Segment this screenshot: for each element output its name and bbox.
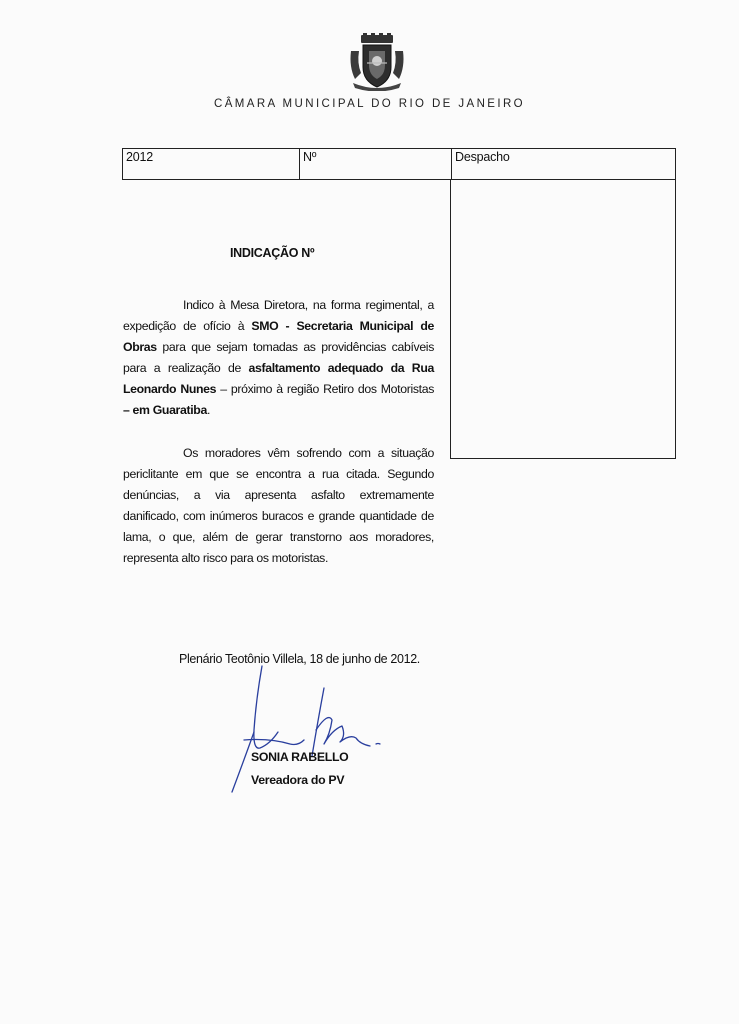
- text-line: Obras para que sejam tomadas as providências cabíveis: [123, 340, 434, 354]
- number-cell: Nº: [300, 149, 452, 179]
- dispatch-cell: Despacho: [455, 150, 510, 164]
- header-form-table: [122, 148, 676, 180]
- coat-of-arms-logo: [347, 33, 407, 91]
- text-line: representa alto risco para os motoristas.: [123, 551, 329, 565]
- text-line: expedição de ofício à SMO - Secretaria Municipal de: [123, 319, 434, 333]
- text-line: Indico à Mesa Diretora, na forma regimental, a: [183, 298, 434, 312]
- text-line: danificado, com inúmeros buracos e grande quantidade de: [123, 509, 434, 523]
- signer-role: Vereadora do PV: [251, 773, 345, 787]
- text-line: para a realização de asfaltamento adequado da Rua: [123, 361, 434, 375]
- text-line: periclitante em que se encontra a rua citada. Segundo: [123, 467, 434, 481]
- year-cell: 2012: [123, 149, 300, 179]
- text-line: – em Guaratiba.: [123, 403, 211, 417]
- text-line: Os moradores vêm sofrendo com a situação: [183, 446, 434, 460]
- dispatch-box: [450, 179, 676, 459]
- text-line: lama, o que, além de gerar transtorno aos moradores,: [123, 530, 434, 544]
- document-title: INDICAÇÃO Nº: [230, 246, 315, 260]
- text-line: Leonardo Nunes – próximo à região Retiro dos Motoristas: [123, 382, 434, 396]
- paragraph-justification: [123, 443, 434, 569]
- text-line: denúncias, a via apresenta asfalto extremamente: [123, 488, 434, 502]
- signer-name: SONIA RABELLO: [251, 750, 349, 764]
- paragraph-request: [123, 295, 434, 421]
- institution-name: CÂMARA MUNICIPAL DO RIO DE JANEIRO: [214, 98, 525, 110]
- place-and-date: Plenário Teotônio Villela, 18 de junho de 2012.: [179, 652, 420, 666]
